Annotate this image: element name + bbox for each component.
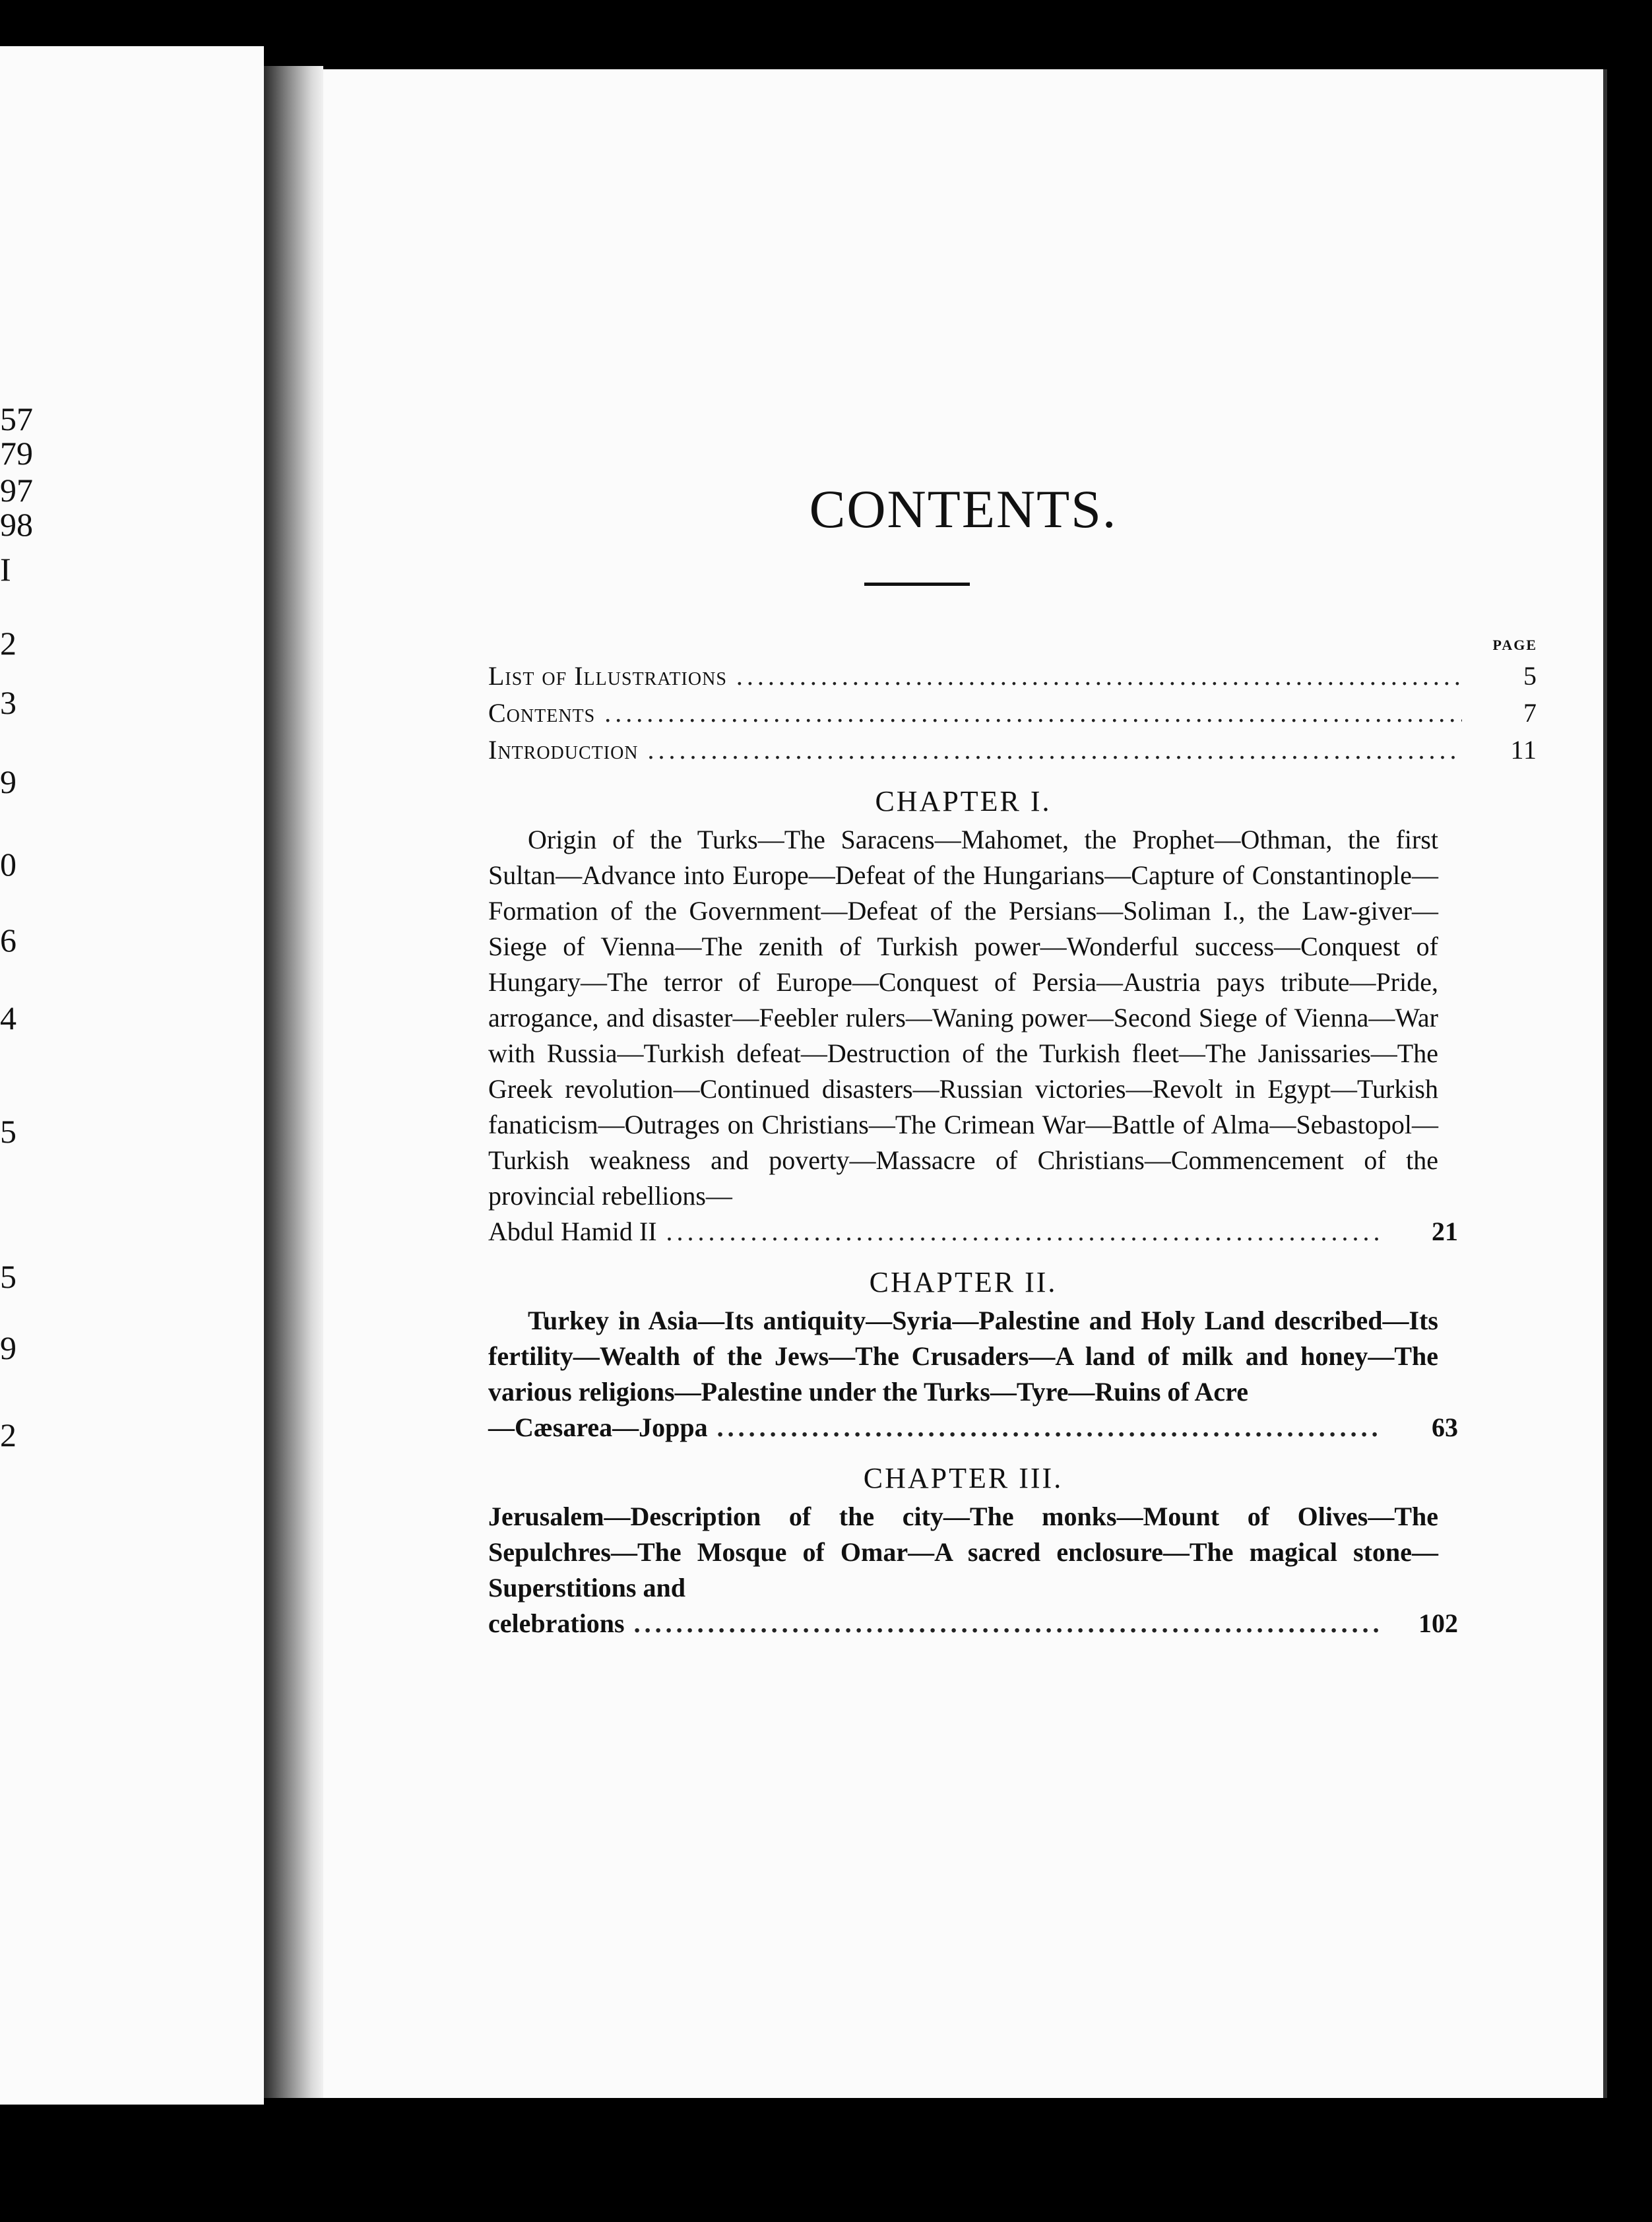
chapter-page: 21 <box>1432 1217 1458 1246</box>
chapter-page: 102 <box>1418 1608 1458 1638</box>
leader-dots <box>717 1410 1383 1445</box>
margin-number: 3 <box>0 684 16 721</box>
book-gutter <box>264 66 323 2098</box>
leader-dots <box>666 1214 1383 1250</box>
chapter-3 <box>488 1461 1458 1641</box>
chapter-last-line <box>488 1214 1458 1250</box>
toc-entry-label: List of Illustrations <box>488 661 727 691</box>
toc-entry-page: 7 <box>1523 698 1537 728</box>
toc-entry-page: 5 <box>1523 661 1537 691</box>
chapter-last-line <box>488 1410 1458 1445</box>
chapter-heading: CHAPTER II. <box>869 1266 1058 1298</box>
chapter-last-line-text: —Cæsarea—Joppa <box>488 1413 708 1442</box>
margin-number: 0 <box>0 846 16 883</box>
margin-number: I <box>0 551 11 588</box>
leader-dots <box>648 734 1462 765</box>
chapter-heading: CHAPTER I. <box>875 785 1052 817</box>
page-edge <box>1603 69 1607 2098</box>
toc-entry <box>488 697 1537 734</box>
toc-entry <box>488 734 1537 771</box>
margin-number: 79 <box>0 435 33 472</box>
left-margin-numbers <box>0 46 40 2105</box>
page-title: CONTENTS. <box>809 479 1118 539</box>
margin-number: 97 <box>0 472 33 509</box>
chapter-list <box>488 769 1458 1641</box>
chapter-synopsis: Turkey in Asia—Its antiquity—Syria—Palestine and Holy Land described—Its fertility—Wealth of the Jews—The Crusaders—A land of milk and honey—The various religions—Palestine under the Turks—Tyre—Ruins of Acre <box>488 1306 1438 1407</box>
leader-dots <box>634 1606 1383 1641</box>
chapter-last-line-text: Abdul Hamid II <box>488 1217 657 1246</box>
leader-dots <box>604 697 1462 728</box>
margin-number: 9 <box>0 763 16 800</box>
left-page <box>0 46 264 2105</box>
toc-entry <box>488 660 1537 697</box>
margin-number: 4 <box>0 1000 16 1036</box>
chapter-synopsis: Origin of the Turks—The Saracens—Mahomet, the Prophet—Othman, the first Sultan—Advance into Europe—Defeat of the Hungarians—Capture of Constantinople—Formation of the Government—Defeat of the Persians—Soliman I., the Law-giver—Siege of Vienna—The zenith of Turkish power—Wonderful success—Conquest of Hungary—The terror of Europe—Conquest of Persia—Austria pays tribute—Pride, arrogance, and disaster—Feebler rulers—Waning power—Second Siege of Vienna—War with Russia—Turkish defeat—Destruction of the Turkish fleet—The Janissaries—The Greek revolution—Continued disasters—Russian victories—Revolt in Egypt—Turkish fanaticism—Outrages on Christians—The Crimean War—Battle of Alma—Sebastopol—Turkish weakness and poverty—Massacre of Christians—Commencement of the provincial rebellions— <box>488 825 1438 1211</box>
margin-number: 9 <box>0 1329 16 1366</box>
chapter-last-line <box>488 1606 1458 1641</box>
chapter-2 <box>488 1265 1458 1445</box>
front-matter-entries <box>488 660 1537 771</box>
margin-number: 2 <box>0 1416 16 1453</box>
leader-dots <box>736 660 1462 691</box>
margin-number: 5 <box>0 1258 16 1295</box>
title-rule <box>864 583 970 586</box>
toc-entry-label: Introduction <box>488 735 639 765</box>
margin-number: 5 <box>0 1113 16 1150</box>
chapter-synopsis: Jerusalem—Description of the city—The monks—Mount of Olives—The Sepulchres—The Mosque of Omar—A sacred enclosure—The magical stone—Superstitions and <box>488 1502 1438 1603</box>
margin-number: 6 <box>0 922 16 959</box>
page-column-heading: PAGE <box>1492 637 1537 653</box>
toc-entry-label: Contents <box>488 698 596 728</box>
margin-number: 2 <box>0 625 16 662</box>
right-page <box>323 69 1603 2098</box>
chapter-last-line-text: celebrations <box>488 1608 625 1638</box>
chapter-heading: CHAPTER III. <box>863 1462 1064 1494</box>
margin-number: 98 <box>0 506 33 543</box>
toc-entry-page: 11 <box>1510 735 1537 765</box>
chapter-1 <box>488 784 1458 1250</box>
margin-number: 57 <box>0 400 33 437</box>
chapter-page: 63 <box>1432 1413 1458 1442</box>
